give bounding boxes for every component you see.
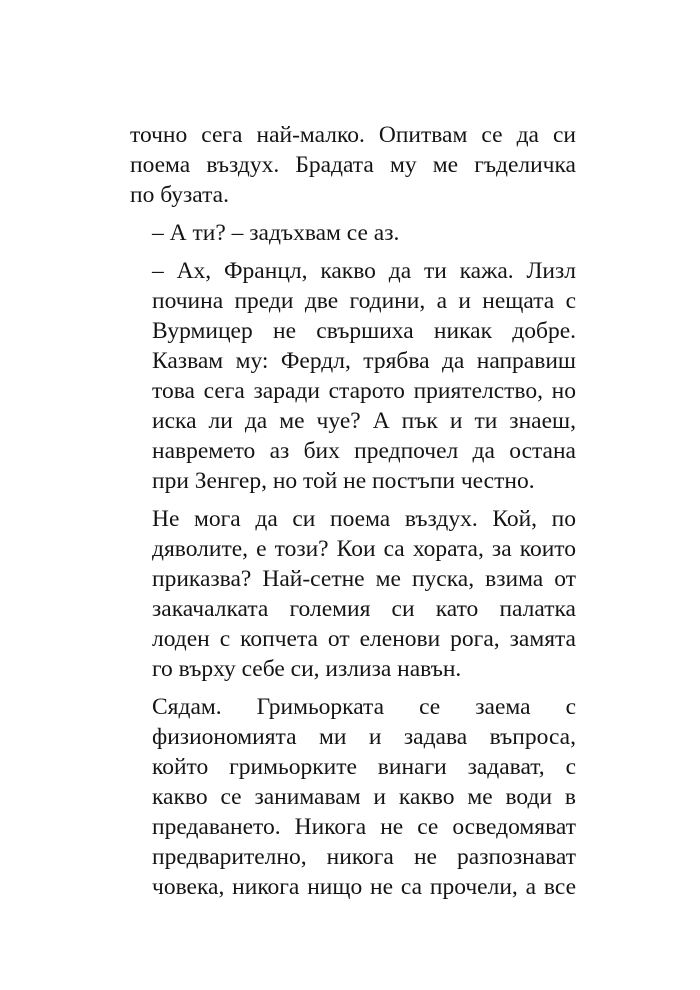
text-line: – А ти? – задъхвам се аз. — [152, 220, 400, 246]
text-line: – Ах, Францл, какво да ти кажа. Лизл — [152, 258, 576, 284]
text-line: Сядам. Гримьорката се заема с — [152, 694, 576, 720]
paragraph-1 — [130, 120, 576, 210]
text-line: какво се занимавам и какво ме води в — [152, 784, 576, 810]
text-line: това сега заради старото приятелство, но — [152, 378, 576, 404]
paragraph-4 — [130, 504, 576, 684]
text-line: дяволите, е този? Кои са хората, за които — [152, 536, 576, 562]
text-line: по бузата. — [130, 182, 229, 208]
text-line: при Зенгер, но той не постъпи честно. — [152, 468, 535, 494]
text-line: Не мога да си поема въздух. Кой, по — [152, 506, 576, 532]
text-line: предварително, никога не разпознават — [152, 844, 576, 870]
paragraph-2 — [130, 218, 576, 248]
text-line: човека, никога нищо не са прочели, а все — [152, 874, 576, 900]
book-page — [130, 120, 576, 910]
text-line: го върху себе си, излиза навън. — [152, 656, 462, 682]
text-line: Казвам му: Фердл, трябва да направиш — [152, 348, 576, 374]
text-line: Вурмицер не свършиха никак добре. — [152, 318, 576, 344]
text-line: предаването. Никога не се осведомяват — [152, 814, 576, 840]
text-line: почина преди две години, а и нещата с — [152, 288, 576, 314]
text-line: който гримьорките винаги задават, с — [152, 754, 576, 780]
text-line: приказва? Най-сетне ме пуска, взима от — [152, 566, 576, 592]
paragraph-3 — [130, 256, 576, 496]
text-line: навремето аз бих предпочел да остана — [152, 438, 576, 464]
text-line: точно сега най-малко. Опитвам се да си — [130, 122, 576, 148]
text-line: закачалката големия си като палатка — [152, 596, 576, 622]
text-line: иска ли да ме чуе? А пък и ти знаеш, — [152, 408, 576, 434]
text-line: физиономията ми и задава въпроса, — [152, 724, 576, 750]
text-line: лоден с копчета от еленови рога, замята — [152, 626, 576, 652]
text-line: поема въздух. Брадата му ме гъделичка — [130, 152, 576, 178]
paragraph-5 — [130, 692, 576, 902]
